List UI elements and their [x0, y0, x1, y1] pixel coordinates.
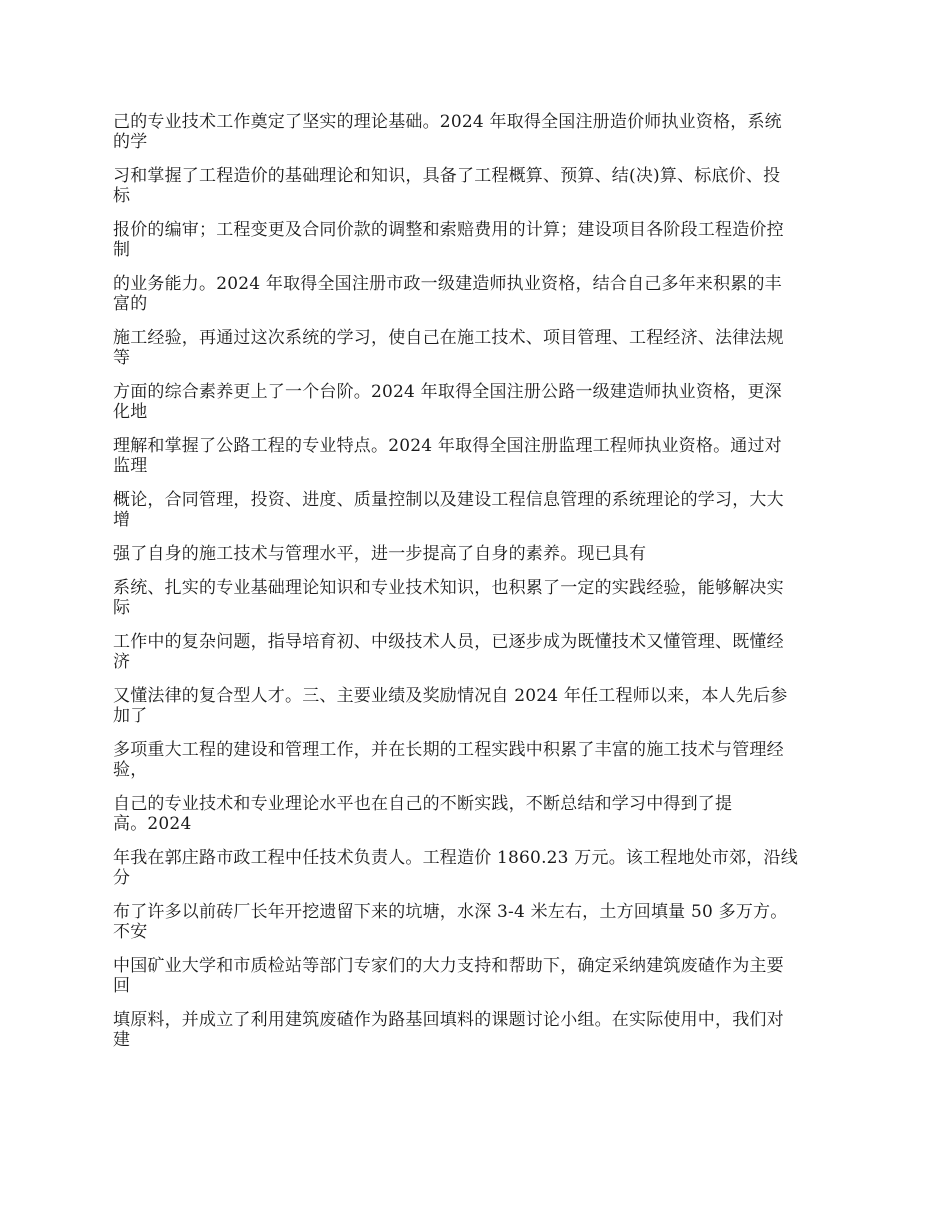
paragraph — [113, 112, 843, 152]
paragraph — [113, 1010, 843, 1050]
text-line: 系统、扎实的专业基础理论知识和专业技术知识，也积累了一定的实践经验，能够解决实 — [113, 578, 784, 598]
paragraph — [113, 220, 843, 260]
paragraph — [113, 632, 843, 672]
text-line: 自己的专业技术和专业理论水平也在自己的不断实践，不断总结和学习中得到了提 — [113, 794, 733, 814]
text-line: 报价的编审；工程变更及合同价款的调整和索赔费用的计算；建设项目各阶段工程造价控 — [113, 220, 784, 240]
text-line: 济 — [113, 652, 131, 672]
paragraph — [113, 328, 843, 368]
text-line: 际 — [113, 598, 131, 618]
paragraph — [113, 578, 843, 618]
paragraph — [113, 274, 843, 314]
text-line: 中国矿业大学和市质检站等部门专家们的大力支持和帮助下，确定采纳建筑废碴作为主要 — [113, 956, 784, 976]
text-line: 多项重大工程的建设和管理工作，并在长期的工程实践中积累了丰富的施工技术与管理经 — [113, 740, 784, 760]
text-line: 年我在郭庄路市政工程中任技术负责人。工程造价 1860.23 万元。该工程地处市郊，沿线 — [113, 848, 798, 868]
text-line: 增 — [113, 510, 131, 530]
text-line: 监理 — [113, 456, 148, 476]
text-line: 习和掌握了工程造价的基础理论和知识，具备了工程概算、预算、结(决)算、标底价、投 — [113, 166, 781, 186]
text-line: 验， — [113, 760, 148, 780]
text-line: 己的专业技术工作奠定了坚实的理论基础。2024 年取得全国注册造价师执业资格，系统 — [113, 112, 782, 132]
paragraph — [113, 490, 843, 530]
paragraph — [113, 956, 843, 996]
paragraph — [113, 544, 843, 564]
paragraph — [113, 436, 843, 476]
text-line: 概论，合同管理，投资、进度、质量控制以及建设工程信息管理的系统理论的学习，大大 — [113, 490, 784, 510]
text-line: 等 — [113, 348, 131, 368]
text-line: 布了许多以前砖厂长年开挖遗留下来的坑塘，水深 3-4 米左右，土方回填量 50 多万方。 — [113, 902, 788, 922]
text-line: 不安 — [113, 922, 148, 942]
paragraph — [113, 686, 843, 726]
text-line: 工作中的复杂问题，指导培育初、中级技术人员，已逐步成为既懂技术又懂管理、既懂经 — [113, 632, 784, 652]
text-line: 强了自身的施工技术与管理水平，进一步提高了自身的素养。现已具有 — [113, 544, 647, 564]
text-line: 回 — [113, 976, 131, 996]
text-line: 又懂法律的复合型人才。三、主要业绩及奖励情况自 2024 年任工程师以来，本人先后参 — [113, 686, 788, 706]
text-line: 化地 — [113, 402, 148, 422]
text-line: 方面的综合素养更上了一个台阶。2024 年取得全国注册公路一级建造师执业资格，更深 — [113, 382, 782, 402]
text-line: 填原料，并成立了利用建筑废碴作为路基回填料的课题讨论小组。在实际使用中，我们对 — [113, 1010, 784, 1030]
text-line: 理解和掌握了公路工程的专业特点。2024 年取得全国注册监理工程师执业资格。通过对 — [113, 436, 782, 456]
text-line: 施工经验，再通过这次系统的学习，使自己在施工技术、项目管理、工程经济、法律法规 — [113, 328, 784, 348]
paragraph — [113, 794, 843, 834]
paragraph — [113, 166, 843, 206]
text-line: 建 — [113, 1030, 131, 1050]
text-line: 富的 — [113, 294, 148, 314]
text-line: 标 — [113, 186, 131, 206]
text-line: 加了 — [113, 706, 148, 726]
paragraph — [113, 740, 843, 780]
document-body — [113, 112, 843, 1064]
text-line: 的学 — [113, 132, 148, 152]
text-line: 分 — [113, 868, 131, 888]
paragraph — [113, 382, 843, 422]
paragraph — [113, 902, 843, 942]
text-line: 制 — [113, 240, 131, 260]
paragraph — [113, 848, 843, 888]
text-line: 高。2024 — [113, 814, 192, 834]
text-line: 的业务能力。2024 年取得全国注册市政一级建造师执业资格，结合自己多年来积累的丰 — [113, 274, 782, 294]
